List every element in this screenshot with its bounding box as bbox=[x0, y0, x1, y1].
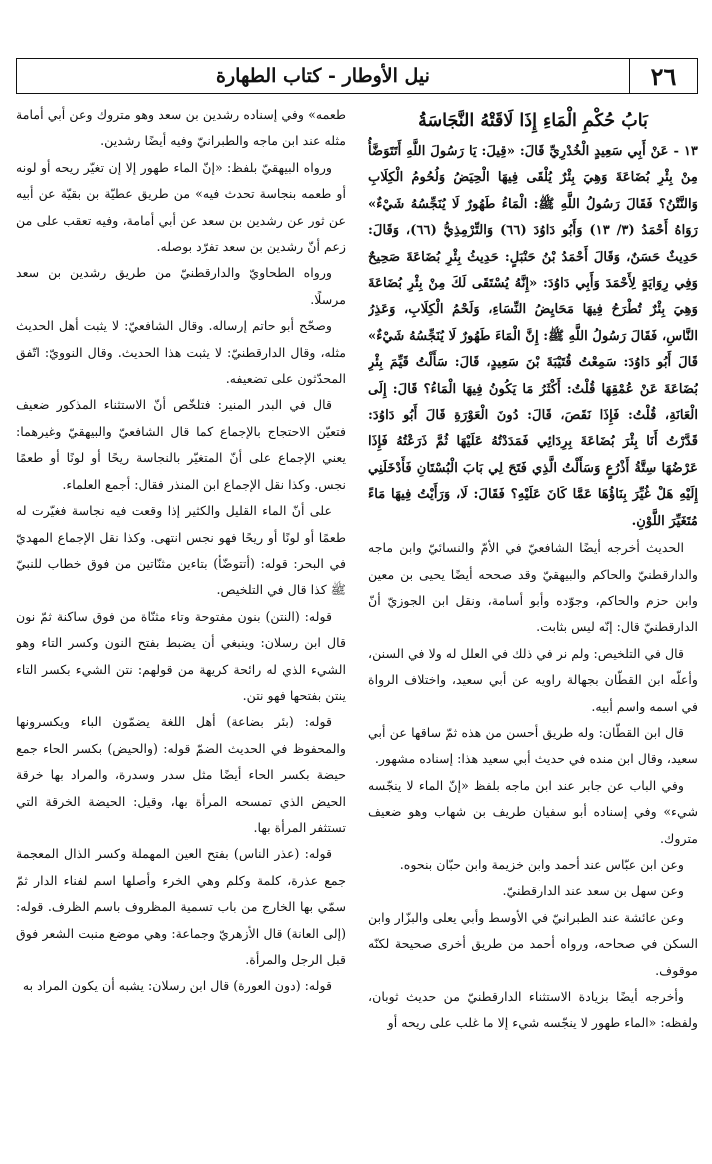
paragraph: وصحّح أبو حاتم إرساله. وقال الشافعيّ: لا يثبت أهل الحديث مثله، وقال الدارقطنيّ: لا يثبت هذا الحديث. وقال النوويّ: اتّفق المحدّثون على تضعيفه. bbox=[16, 318, 346, 387]
paragraph: ورواه البيهقيّ بلفظ: «إنّ الماء طهور إلا إن تغيّر ريحه أو لونه أو طعمه بنجاسة تحدث فيه» من طريق عطيّة بن بقيّة عن أبيه عن ثور عن رشدين بن سعد عن أبي أمامة، وفيه تعقب على من زعم أنّ رشدين بن سعد تفرّد بوصله. bbox=[16, 159, 346, 255]
chapter-heading: بَابُ حُكْمِ الْمَاءِ إِذَا لَاقَتْهُ النَّجَاسَةُ bbox=[418, 111, 648, 131]
paragraph: قوله: (دون العورة) قال ابن رسلان: يشبه أن يكون المراد به bbox=[22, 978, 332, 994]
paragraph: الحديث أخرجه أيضًا الشافعيّ في الأمّ والنسائيّ وابن ماجه والدارقطنيّ والحاكم والبيهقيّ وقد صححه أيضًا يحيى بن معين وابن حزم والحاكم، وجوّده وأبو أسامة، ونقل ابن الجوزيّ أنّ الدارقطنيّ قال: إنّه ليس بثابت. bbox=[368, 540, 698, 635]
paragraph: طعمه» وفي إسناده رشدين بن سعد وهو متروك وعن أبي أمامة مثله عند ابن ماجه والطبرانيّ وفيه أيضًا رشدين. bbox=[16, 107, 346, 149]
paragraph: قوله: (عذر الناس) بفتح العين المهملة وكسر الذال المعجمة جمع عذرة، كلمة وكلم وهي الخرء وأصلها اسم لفناء الدار ثمّ سمّي بها الخارج من باب تسمية المظروف باسم الظرف. قوله: (إلى العانة) قال الأزهريّ وجماعة: وهي موضع منبت الشعر فوق قبل الرجل والمرأة. bbox=[16, 846, 346, 967]
paragraph: قوله: (النتن) بنون مفتوحة وتاء مثنّاة من فوق ساكنة ثمّ نون قال ابن رسلان: وينبغي أن يضبط بفتح النون وكسر التاء وهو الشيء الذي له رائحة كريهة من قولهم: نتن الشيء بكسر التاء ينتن بفتحها فهو نتن. bbox=[16, 608, 346, 703]
hadith-text: ١٣ - عَنْ أَبِي سَعِيدٍ الْخُدْرِيِّ قَالَ: «قِيلَ: يَا رَسُولَ اللَّهِ أَتَتَوَضَّأُ مِنْ بِئْرِ بُضَاعَةَ وَهِيَ بِئْرٌ يُلْقَى فِيهَا الْحِيَضُ وَلُحُومُ الْكِلَابِ وَالنَّتْنُ؟ فَقَالَ رَسُولُ اللَّهِ ﷺ: الْمَاءُ طَهُورٌ لَا يُنَجِّسُهُ شَيْءٌ» رَوَاهُ أَحْمَدُ (٣/ ١٣) وَأَبُو دَاوُدَ (٦٦) وَالتِّرْمِذِيُّ (٦٦)، وَقَالَ: حَدِيثٌ حَسَنٌ، وَقَالَ أَحْمَدُ بْنُ حَنْبَلٍ: حَدِيثُ بِئْرِ بُضَاعَةَ صَحِيحٌ وَفِي رِوَايَةٍ لِأَحْمَدَ وَأَبِي دَاوُدَ: «إِنَّهُ يُسْتَقَى لَكَ مِنْ بِئْرِ بُضَاعَةَ وَهِيَ بِئْرٌ تُطْرَحُ فِيهَا مَحَايِضُ النِّسَاءِ، وَلَحْمُ الْكِلَابِ، وَعَذِرُ النَّاسِ، فَقَالَ رَسُولُ اللَّهِ ﷺ: إِنَّ الْمَاءَ طَهُورٌ لَا يُنَجِّسُهُ شَيْءٌ» قَالَ أَبُو دَاوُدَ: سَمِعْتُ قُتَيْبَةَ بْنَ سَعِيدٍ، قَالَ: سَأَلْتُ قَيِّمَ بِئْرِ بُضَاعَةَ عَنْ عُمْقِهَا قُلْتُ: أَكْثَرُ مَا يَكُونُ فِيهَا الْمَاءُ؟ قَالَ: إِلَى الْعَانَةِ، قُلْتُ: فَإِذَا نَقَصَ، قَالَ: دُونَ الْعَوْرَةِ قَالَ أَبُو دَاوُدَ: قَدَّرْتُ أَنَا بِئْرَ بُضَاعَةَ بِرِدَائِي فَمَدَدْتُهُ عَلَيْهَا ثُمَّ ذَرَعْتُهُ فَإِذَا عَرْضُهَا سِتَّةُ أَذْرُعٍ وَسَأَلْتُ الَّذِي فَتَحَ لِي بَابَ الْبُسْتَانِ فَأَدْخَلَنِي إِلَيْهِ هَلْ غُيِّرَ بِنَاؤُهَا عَمَّا كَانَ عَلَيْهِ؟ فَقَالَ: لَا، وَرَأَيْتُ فِيهَا مَاءً مُتَغَيِّرَ اللَّوْنِ. bbox=[368, 144, 698, 529]
paragraph: وأخرجه أيضًا بزيادة الاستثناء الدارقطنيّ من حديث ثوبان، ولفظه: «الماء طهور لا ينجّسه شيء إلا ما غلب على ريحه أو bbox=[368, 989, 698, 1031]
text-columns bbox=[16, 102, 698, 1096]
book-page bbox=[0, 58, 712, 1164]
paragraph: وعن سهل بن سعد عند الدارقطنيّ. bbox=[502, 883, 684, 899]
page-number: ٢٦ bbox=[629, 59, 697, 93]
page-header bbox=[16, 58, 698, 94]
paragraph: قال ابن القطّان: وله طريق أحسن من هذه ثمّ ساقها عن أبي سعيد، وقال ابن منده في حديث أبي سعيد هذا: إسناده مشهور. bbox=[368, 724, 698, 767]
paragraph: ورواه الطحاويّ والدارقطنيّ من طريق رشدين بن سعد مرسلًا. bbox=[16, 265, 346, 307]
paragraph: وعن ابن عبّاس عند أحمد وابن خزيمة وابن حبّان بنحوه. bbox=[399, 856, 684, 872]
paragraph: وفي الباب عن جابر عند ابن ماجه بلفظ «إنّ الماء لا ينجّسه شيء» وفي إسناده أبو سفيان طريف بن شهاب وهو ضعيف متروك. bbox=[368, 777, 698, 846]
paragraph: وعن عائشة عند الطبرانيّ في الأوسط وأبي يعلى والبزّار وابن السكن في صحاحه، ورواه أحمد من طريق أخرى صحيحة لكنّه موقوف. bbox=[368, 909, 698, 978]
paragraph: قال في التلخيص: ولم نر في ذلك في العلل له ولا في السنن، وأعلّه ابن القطّان بجهالة راويه عن أبي سعيد، واختلاف الرواة في اسمه واسم أبيه. bbox=[368, 645, 698, 714]
paragraph: قال في البدر المنير: فتلخّص أنّ الاستثناء المذكور ضعيف فتعيّن الاحتجاج بالإجماع كما قال الشافعيّ والبيهقيّ وغيرهما: يعني الإجماع على أنّ المتغيّر بالنجاسة ريحًا أو لونًا أو طعمًا نجس. وكذا نقل الإجماع ابن المنذر فقال: أجمع العلماء. bbox=[16, 397, 346, 492]
left-column bbox=[16, 102, 346, 1096]
right-column bbox=[368, 102, 698, 1096]
paragraph: على أنّ الماء القليل والكثير إذا وقعت فيه نجاسة فغيّرت له طعمًا أو لونًا أو ريحًا فهو نجس انتهى. وكذا نقل الإجماع المهديّ في البحر: قوله: (أتتوضّأ) بتاءين مثنّاتين من فوق خطاب للنبيّ ﷺ كذا قال في التلخيص. bbox=[16, 503, 346, 598]
paragraph: قوله: (بئر بضاعة) أهل اللغة يضمّون الباء ويكسرونها والمحفوظ في الحديث الضمّ قوله: (والحيض) بكسر الحاء جمع حيضة بكسر الحاء أيضًا مثل سدر وسدرة، والمراد بها خرقة الحيض الذي تمسحه المرأة بها، وقيل: الحيضة الخرقة التي تستثفر المرأة بها. bbox=[16, 714, 346, 835]
running-title: نيل الأوطار - كتاب الطهارة bbox=[216, 65, 430, 87]
